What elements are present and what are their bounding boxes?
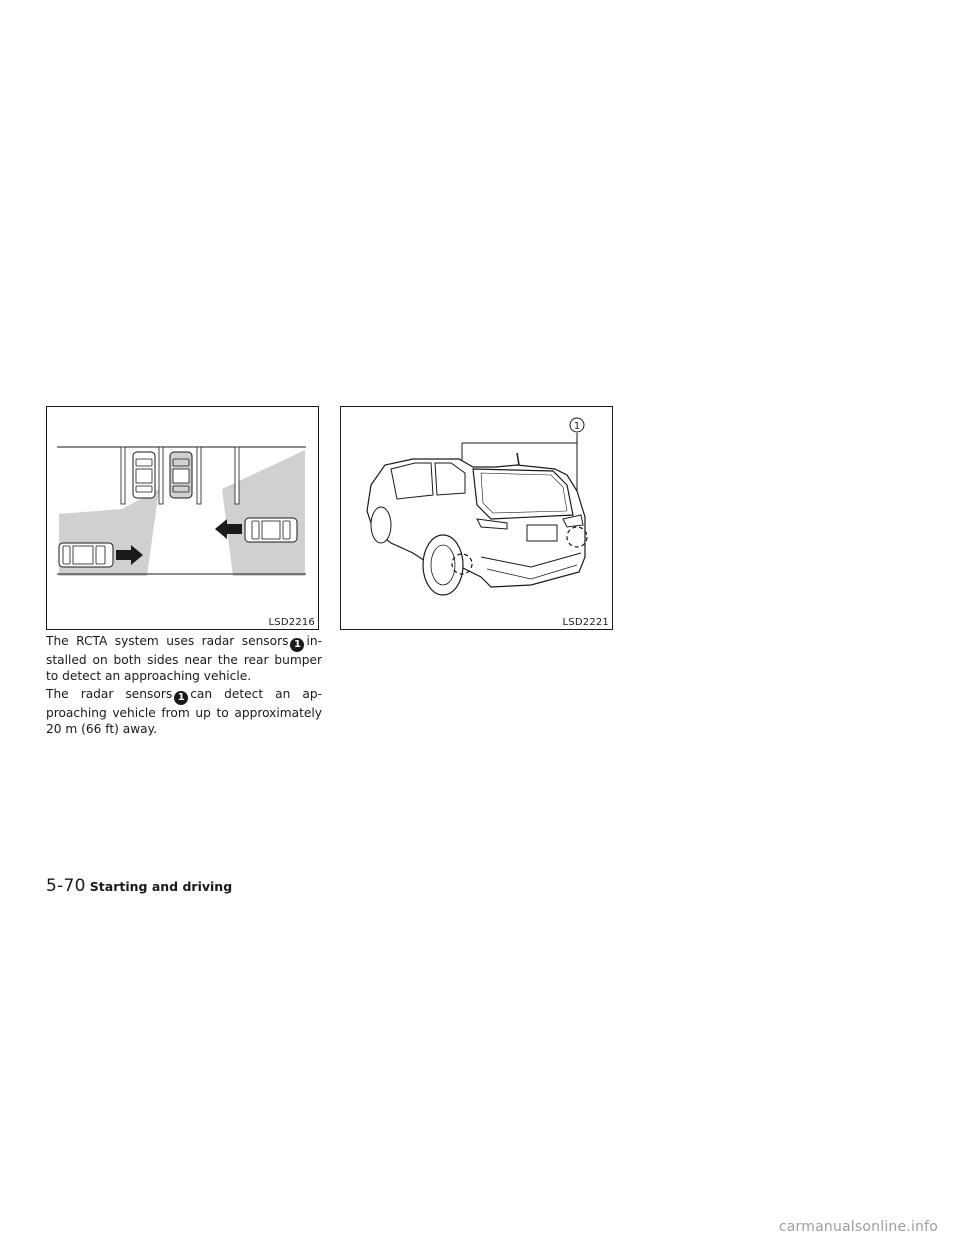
figure-sensor-location [340,406,613,630]
approaching-car-left [59,543,113,567]
callout-1-icon: 1 [290,638,304,652]
parked-car-1 [133,452,155,498]
stall-line-4 [235,447,239,504]
figure-code: LSD2221 [562,617,609,628]
figure-code: LSD2216 [268,617,315,628]
figure-rcta-diagram [46,406,319,630]
para1-text-before: The RCTA system uses radar sensors [46,634,289,648]
paragraph-rcta-sensors [46,633,322,684]
vehicle-body [367,459,585,587]
stall-line-2 [159,447,163,504]
page-footer [46,876,232,896]
rcta-diagram-illustration [47,407,318,629]
front-wheel [371,507,391,543]
section-title: Starting and driving [89,879,233,894]
para2-text-before: The radar sensors [46,687,173,701]
approaching-car-right [245,518,297,542]
rear-wheel [423,535,463,595]
vehicle-rear-illustration [341,407,612,629]
reversing-car [170,452,192,498]
paragraph-detection-range [46,686,322,737]
stall-line-1 [121,447,125,504]
detection-zone-right [222,450,305,576]
callout-1-label: 1 [573,421,581,432]
watermark: carmanualsonline.info [778,1219,938,1235]
callout-1-icon: 1 [174,691,188,705]
para2-text-after: can detect an ap-proaching vehicle from up to approximately 20 m (66 ft) away. [46,687,322,736]
para1-text-after: in-stalled on both sides near the rear bumper to detect an approaching vehicle. [46,634,322,683]
page-number: 5-70 [46,876,86,896]
stall-line-3 [197,447,201,504]
